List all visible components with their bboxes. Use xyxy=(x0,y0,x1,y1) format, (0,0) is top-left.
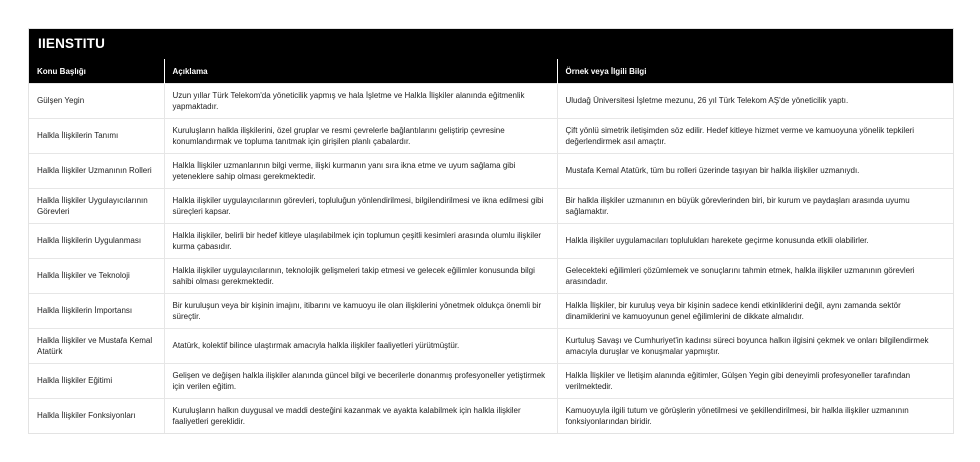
description-cell: Atatürk, kolektif bilince ulaştırmak amacıyla halkla ilişkiler faaliyetleri yürütmüştür. xyxy=(164,329,557,364)
example-cell: Çift yönlü simetrik iletişimden söz edilir. Hedef kitleye hizmet verme ve kamuoyuna yönelik tepkileri değerlendirmek asıl amaçtır. xyxy=(557,119,953,154)
topic-cell: Halkla İlişkiler ve Mustafa Kemal Atatürk xyxy=(29,329,164,364)
table-row xyxy=(29,329,953,364)
description-cell: Kuruluşların halkla ilişkilerini, özel gruplar ve resmi çevrelerle bağlantılarını geliştirip çevresine konumlandırmak ve topluma tanıtmak için girişilen planlı çabalardır. xyxy=(164,119,557,154)
table-header-row xyxy=(29,59,953,84)
table-row xyxy=(29,119,953,154)
topic-cell: Gülşen Yegin xyxy=(29,84,164,119)
topic-cell: Halkla İlişkiler Uygulayıcılarının Görevleri xyxy=(29,189,164,224)
example-cell: Halkla İlişkiler ve İletişim alanında eğitimler, Gülşen Yegin gibi deneyimli profesyoneller tarafından verilmektedir. xyxy=(557,364,953,399)
table-row xyxy=(29,84,953,119)
example-cell: Gelecekteki eğilimleri çözümlemek ve sonuçlarını tahmin etmek, halkla ilişkiler uzmanının görevleri arasındadır. xyxy=(557,259,953,294)
example-cell: Halkla ilişkiler uygulamacıları toplulukları harekete geçirme konusunda etkili olabilirler. xyxy=(557,224,953,259)
example-cell: Kamuoyuyla ilgili tutum ve görüşlerin yönetilmesi ve şekillendirilmesi, bir halkla ilişkiler uzmanının fonksiyonlarından biridir. xyxy=(557,399,953,434)
example-cell: Uludağ Üniversitesi İşletme mezunu, 26 yıl Türk Telekom AŞ'de yöneticilik yaptı. xyxy=(557,84,953,119)
description-cell: Halkla ilişkiler uygulayıcılarının görevleri, topluluğun yönlendirilmesi, bilgilendirilmesi ve ikna edilmesi gibi süreçleri kapsar. xyxy=(164,189,557,224)
topic-cell: Halkla İlişkiler Uzmanının Rolleri xyxy=(29,154,164,189)
topic-cell: Halkla İlişkilerin Uygulanması xyxy=(29,224,164,259)
description-cell: Halkla ilişkiler uygulayıcılarının, teknolojik gelişmeleri takip etmesi ve gelecek eğilimler konusunda bilgi sahibi olması gerekmektedir. xyxy=(164,259,557,294)
topic-cell: Halkla İlişkiler Eğitimi xyxy=(29,364,164,399)
info-table xyxy=(29,59,953,433)
table-row xyxy=(29,154,953,189)
column-header-example: Örnek veya İlgili Bilgi xyxy=(557,59,953,84)
table-row xyxy=(29,224,953,259)
description-cell: Halkla ilişkiler, belirli bir hedef kitleye ulaşılabilmek için toplumun çeşitli kesimleri arasında olumlu ilişkiler kurma çabasıdır. xyxy=(164,224,557,259)
table-row xyxy=(29,189,953,224)
example-cell: Kurtuluş Savaşı ve Cumhuriyet'in kadınsı süreci boyunca halkın ilgisini çekmek ve onları bilgilendirmek amacıyla duruşlar ve konuşmalar yapmıştır. xyxy=(557,329,953,364)
column-header-description: Açıklama xyxy=(164,59,557,84)
description-cell: Uzun yıllar Türk Telekom'da yöneticilik yapmış ve hala İşletme ve Halkla İlişkiler alanında eğitmenlik yapmaktadır. xyxy=(164,84,557,119)
example-cell: Bir halkla ilişkiler uzmanının en büyük görevlerinden biri, bir kurum ve paydaşları arasında uyumu sağlamaktır. xyxy=(557,189,953,224)
description-cell: Gelişen ve değişen halkla ilişkiler alanında güncel bilgi ve becerilerle donanmış profesyoneller yetiştirmek için verilen eğitim. xyxy=(164,364,557,399)
topic-cell: Halkla İlişkiler ve Teknoloji xyxy=(29,259,164,294)
description-cell: Bir kuruluşun veya bir kişinin imajını, itibarını ve kamuoyu ile olan ilişkilerini yönetmek oldukça önemli bir süreçtir. xyxy=(164,294,557,329)
table-row xyxy=(29,294,953,329)
topic-cell: Halkla İlişkiler Fonksiyonları xyxy=(29,399,164,434)
example-cell: Mustafa Kemal Atatürk, tüm bu rolleri üzerinde taşıyan bir halkla ilişkiler uzmanıydı. xyxy=(557,154,953,189)
column-header-topic: Konu Başlığı xyxy=(29,59,164,84)
table-row xyxy=(29,259,953,294)
info-table-container xyxy=(28,28,954,434)
example-cell: Halkla İlişkiler, bir kuruluş veya bir kişinin sadece kendi etkinliklerini değil, aynı zamanda sektör dinamiklerini ve kamuoyunun genel eğilimlerini de dikkate almalıdır. xyxy=(557,294,953,329)
topic-cell: Halkla İlişkilerin İmportansı xyxy=(29,294,164,329)
topic-cell: Halkla İlişkilerin Tanımı xyxy=(29,119,164,154)
table-row xyxy=(29,399,953,434)
table-row xyxy=(29,364,953,399)
description-cell: Kuruluşların halkın duygusal ve maddi desteğini kazanmak ve ayakta kalabilmek için halkla ilişkiler faaliyetleri gereklidir. xyxy=(164,399,557,434)
description-cell: Halkla İlişkiler uzmanlarının bilgi verme, ilişki kurmanın yanı sıra ikna etme ve uyum sağlama gibi yeteneklere sahip olması gerekmektedir. xyxy=(164,154,557,189)
brand-title: IIENSTITU xyxy=(29,29,953,59)
